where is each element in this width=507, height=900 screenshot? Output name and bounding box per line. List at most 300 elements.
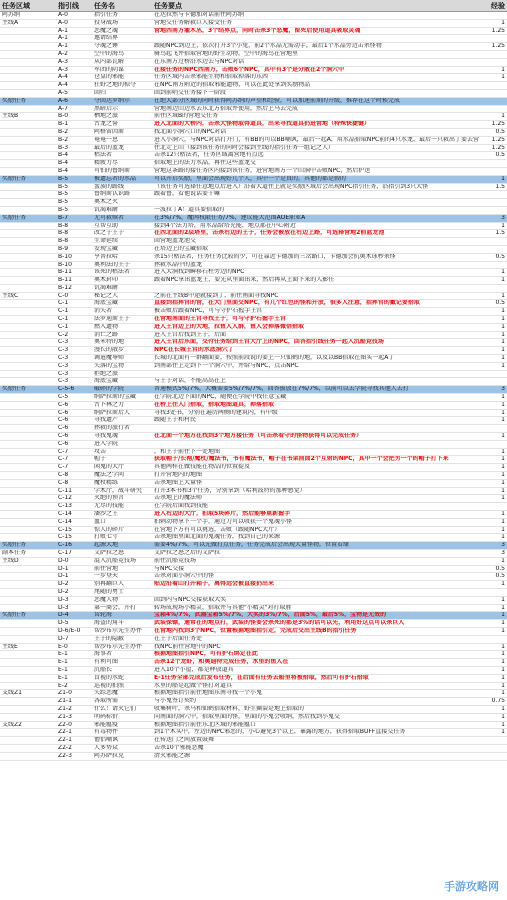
zone-cell <box>0 277 56 284</box>
task-points-cell: 清灭邪能之源 <box>154 752 191 759</box>
zone-cell <box>0 480 56 487</box>
exp-cell <box>483 98 507 105</box>
guide-cell: B-8 <box>58 222 69 229</box>
task-name-cell: 军团的阴谋 <box>94 66 125 73</box>
table-row <box>0 67 507 75</box>
table-row <box>0 394 507 402</box>
exp-cell <box>483 371 507 378</box>
guide-cell: C-14 <box>58 518 72 525</box>
task-name-cell: 枯法者 <box>94 152 113 159</box>
task-points-cell: 击杀10个邪能恶魔 <box>154 744 204 751</box>
exp-cell <box>483 737 507 744</box>
task-name-cell: 什么！请灭它们 <box>94 705 137 712</box>
task-points-cell: 跟随王子和村民 <box>154 417 197 424</box>
task-points-cell: 在营地内找到3个NPC，位置根据地图指引走，完成后交出主线B的指引任务 <box>154 627 357 634</box>
task-points-cell: 接到4个法力塔，用水晶给塔充能，地点都在中心附近 <box>154 222 296 229</box>
table-row <box>0 90 507 98</box>
task-points-cell: 进入小洞穴，与NPC对话打开门，有BB的可以BB嘲讽，最后一起A，用水晶拾取NPC前的4只水龙，最后一只救出了要去营 <box>154 136 479 143</box>
exp-cell: 0.5 <box>495 573 505 580</box>
table-row <box>0 176 507 184</box>
guide-cell: A-2 <box>58 50 68 57</box>
guide-cell: C-6 <box>58 401 69 408</box>
exp-cell: 0.75 <box>491 698 505 705</box>
task-points-cell: 在接任务的NPC西南方，击败6个NPC，其中有3个是分散在2个洞穴中 <box>154 66 345 73</box>
zone-cell <box>0 425 56 432</box>
table-row <box>0 581 507 589</box>
table-row <box>0 589 507 597</box>
zone-cell <box>0 597 56 604</box>
task-name-cell: 最后的蓝龙 <box>94 144 125 151</box>
guide-cell: B-2 <box>58 128 69 135</box>
zone-cell: 主线D <box>2 557 19 564</box>
exp-cell: 0.5 <box>495 565 505 572</box>
task-points-cell: 根据地图指引NPC，可有护石绑定在此 <box>154 651 258 658</box>
guide-cell: D-1 <box>58 573 69 580</box>
task-points-cell: 武装保镖，通常在的地点打，武装的怪要会杀死的都是3%的话可以先，利用好这点可以杀巨人 <box>154 620 405 627</box>
guide-cell: B-4 <box>58 160 69 167</box>
guide-cell: B-12 <box>58 284 72 291</box>
task-points-cell: 在3%/7%，魔网权限任务/7%，建议能大范围AOE职业A <box>154 214 306 221</box>
task-points-cell: 根据地图指引前往东北区域的邪能瘟口 <box>154 721 257 728</box>
table-row <box>0 51 507 59</box>
task-points-cell <box>152 425 483 432</box>
exp-cell: 1.25 <box>491 121 505 128</box>
task-points-cell: NPC在长城王宫的水底洞穴了 <box>154 347 234 354</box>
header-task-points: 任务要点 <box>154 1 182 10</box>
task-name-cell: 海盗的角斗 <box>94 620 125 627</box>
zone-cell <box>0 449 56 456</box>
table-row <box>0 667 507 675</box>
table-row <box>0 215 507 223</box>
guide-cell: D-1 <box>58 565 69 572</box>
table-row <box>0 168 507 176</box>
task-name-cell: 帽子 <box>94 456 107 463</box>
table-row <box>0 651 507 659</box>
zone-cell: 奖励任务 <box>2 542 27 549</box>
task-name-cell: 打败七寸 <box>94 534 119 541</box>
task-points-cell: 之前在主线B中途就接到了，前往南面寻找NPC <box>154 292 279 299</box>
task-name-cell: 无尽的技能 <box>94 503 125 510</box>
table-row <box>0 636 507 644</box>
task-points-cell: 获取帽子/长袍/魔杖/魔法书，书有魔法书，帽子在书架前面2个互射的NPC，其中一个会把另一个的帽子打下来 <box>154 456 449 463</box>
task-name-cell: 饥渴难耐 <box>94 284 119 291</box>
task-name-cell: 别再翻巨人 <box>94 581 125 588</box>
guide-cell: C-3 <box>58 347 69 354</box>
exp-cell: 1.5 <box>495 230 505 237</box>
zone-cell: 副本任务 <box>2 549 27 556</box>
exp-cell: 1 <box>501 557 505 564</box>
task-name-cell: 血口 <box>94 518 107 525</box>
task-name-cell: 齿轮海 <box>94 612 113 619</box>
zone-cell <box>0 683 56 690</box>
header-task-name: 任务名 <box>94 1 115 10</box>
table-row <box>0 191 507 199</box>
exp-cell: 1 <box>501 651 505 658</box>
guide-cell: E-1 <box>58 651 68 658</box>
exp-cell: 1 <box>501 331 505 338</box>
table-row <box>0 441 507 449</box>
exp-cell: 1 <box>501 292 505 299</box>
guide-cell: Z1-1 <box>58 698 72 705</box>
guide-cell: A-3 <box>58 66 68 73</box>
guide-cell: C-1 <box>58 323 69 330</box>
zone-cell <box>0 308 56 315</box>
guide-cell: C-6 <box>58 433 69 440</box>
exp-cell: 1 <box>501 713 505 720</box>
table-row <box>0 230 507 238</box>
exp-cell: 1 <box>501 323 505 330</box>
exp-cell: 1 <box>501 666 505 673</box>
exp-cell: 1 <box>501 596 505 603</box>
zone-cell: 支线Z1 <box>2 690 22 697</box>
zone-cell <box>0 106 56 113</box>
task-name-cell: 回归 <box>94 89 107 96</box>
exp-cell <box>483 191 507 198</box>
zone-cell <box>0 488 56 495</box>
guide-cell: B-5 <box>58 191 69 198</box>
task-name-cell: 潘沙之王 <box>94 511 119 517</box>
guide-cell: D-2 <box>58 588 69 595</box>
zone-cell <box>0 410 56 417</box>
task-points-cell <box>152 589 483 596</box>
exp-cell: 3 <box>501 214 505 221</box>
task-points-cell: 长城的北面有一群翻面要，按照前段说的要上一只仙鹤的地，以及以BB拾取在图头一起A了 <box>154 355 395 362</box>
zone-cell <box>0 191 56 198</box>
zone-cell <box>0 152 56 159</box>
task-points-cell: 营地这条路的接任务区内接到该任务，进营地南方一个山洞中击败NPC，然后护送 <box>154 167 371 174</box>
guide-cell: B-5 <box>58 175 69 182</box>
guide-cell: C-15 <box>58 534 72 541</box>
task-name-cell: 帮沙布尔先生办件 <box>94 643 143 650</box>
zone-cell <box>0 347 56 354</box>
task-points-cell: 收集树叶，杀马和仙鹤拾取材料，野生撕裂是地上拾取的 <box>154 705 305 712</box>
zone-cell <box>0 339 56 346</box>
table-row <box>0 129 507 137</box>
task-points-cell: 回到前哨交任务接下一阶段 <box>154 89 227 96</box>
zone-cell <box>0 573 56 580</box>
exp-cell <box>483 199 507 206</box>
task-name-cell: 明码标价 <box>94 713 119 720</box>
task-name-cell: 巡视的拍照 <box>94 682 125 689</box>
task-name-cell: 海底宝藏 <box>94 300 119 307</box>
task-name-cell: 法罗迪斯王子 <box>94 316 131 323</box>
table-row <box>0 488 507 496</box>
task-points-cell: 击杀12只枯法者，任务区域离营地有点远 <box>154 152 264 159</box>
task-points-cell: 拯救水晶中的蓝龙 <box>154 261 203 268</box>
task-name-cell: 闲鬼的大厅 <box>94 464 125 471</box>
table-row <box>0 527 507 535</box>
guide-cell: B-4 <box>58 152 69 159</box>
guide-cell: A-0 <box>58 19 68 26</box>
table-row <box>0 316 507 324</box>
task-points-cell: 艾萨拉之怒之后的艾萨拉 <box>154 549 221 556</box>
table-row <box>0 410 507 418</box>
task-name-cell: 王子的隐蔽 <box>94 635 125 642</box>
task-name-cell: 投身战场 <box>94 19 119 26</box>
guide-cell: Z2-3 <box>58 752 72 759</box>
exp-cell: 1 <box>501 534 505 541</box>
exp-cell: 1.25 <box>491 43 505 50</box>
guide-cell: E-1 <box>58 674 68 681</box>
exp-cell: 1 <box>501 316 505 323</box>
zone-cell <box>0 82 56 89</box>
zone-cell: 阿苏纳 <box>2 12 21 18</box>
task-name-cell: 古卜林之力 <box>94 401 125 408</box>
guide-cell: D-3 <box>58 596 69 603</box>
task-points-cell: 营地西南方灌木丛，3个结界点，同时击杀3个恶魔，留死后使用道具吸取灵魂 <box>154 27 361 34</box>
exp-cell: 1 <box>501 604 505 611</box>
zone-cell <box>0 168 56 175</box>
table-row <box>0 433 507 441</box>
guide-cell: B-3 <box>58 144 69 151</box>
guide-cell: E-2 <box>58 682 68 689</box>
task-points-cell: 转场成现场小精灵，拾取并与其他"小精灵"对打取胜 <box>154 604 292 611</box>
table-row <box>0 753 507 761</box>
task-points-cell: 在东南方过桥沿水边去与NPC对话 <box>154 58 245 65</box>
exp-cell <box>483 589 507 596</box>
guide-cell: A-5 <box>58 89 68 96</box>
task-points-cell: 跟随NPC到边上，依次打开3个小兔，前2个水晶无需动手，最后1个水晶旁边击杀怪物 <box>154 43 382 50</box>
task-name-cell: 海底宝藏 <box>94 378 119 385</box>
table-row <box>0 98 507 106</box>
table-row <box>0 199 507 207</box>
exp-cell: 1 <box>501 433 505 440</box>
table-row <box>0 628 507 636</box>
table-row <box>0 566 507 574</box>
task-name-cell: 人多势众 <box>94 744 119 751</box>
table-row <box>0 683 507 691</box>
task-points-cell: 到南部往上走到下一个洞穴中，并给与NPC，点击NPC <box>154 362 299 369</box>
task-name-cell: 第一商会，开打 <box>94 604 137 611</box>
exp-cell <box>483 503 507 510</box>
exp-cell: 1 <box>501 518 505 525</box>
task-points-cell: 贴边沿着山打开箱子，离得远会被直接扔出来 <box>154 581 275 588</box>
exp-cell <box>483 636 507 643</box>
task-name-cell: 混入沉船竞技场 <box>94 557 137 564</box>
task-points-cell <box>152 371 483 378</box>
table-row <box>0 456 507 464</box>
guide-cell: D-7 <box>58 635 69 642</box>
table-body <box>0 12 507 761</box>
guide-cell: C-3 <box>58 370 69 377</box>
exp-cell: 1 <box>501 347 505 354</box>
task-points-cell: 在绝大部分区域的同时获得阿苏纳的声望和经验，可以加速前期的升级，推荐在这个时候完成 <box>154 97 401 104</box>
task-name-cell: 寻找鬼魂 <box>94 433 119 440</box>
zone-cell <box>0 527 56 534</box>
task-name-cell: 惊人的碎片 <box>94 526 125 533</box>
table-row <box>0 464 507 472</box>
guide-cell: B-5 <box>58 206 69 213</box>
task-name-cell: 失踪恶魔 <box>94 690 119 697</box>
task-points-cell: ，和王子前往下一处地图 <box>154 448 221 455</box>
guide-cell: D-2 <box>58 581 69 588</box>
task-name-cell: 恶魔之魂 <box>94 27 119 34</box>
task-name-cell: 可怕的鲁纳斯 <box>94 167 131 174</box>
guide-cell: C-7 <box>58 448 69 455</box>
task-name-cell: 寻找遗产 <box>94 417 119 424</box>
task-points-cell: 在北面一个地方在找到3个地方接任务（可击杀看守的怪物获得可以完成任务） <box>154 433 363 440</box>
table-row <box>0 714 507 722</box>
guide-cell: C-1 <box>58 308 69 315</box>
task-points-cell: 在营地南面的王宫寻找王子，可与守护石握手王宫 <box>154 316 287 323</box>
zone-cell: 奖励任务 <box>2 214 27 221</box>
task-points-cell: 进入大洞找到瞬移石柱旁边的NPC <box>154 269 245 276</box>
guide-cell: B-4 <box>58 167 69 174</box>
task-points-cell: 在桥上往入门拾取，拾取地图道具，掉落拾取 <box>154 401 275 408</box>
table-row <box>0 184 507 192</box>
exp-cell: 1 <box>501 674 505 681</box>
task-name-cell: 破碎的学院 <box>94 386 125 393</box>
task-points-cell: 往北走上山（接到该任务的同时会接到主线的指引任务一组记之人） <box>154 144 335 151</box>
task-name-cell: 有毒物件 <box>94 729 119 736</box>
task-name-cell: 夺魂之锤 <box>94 43 119 50</box>
task-points-cell: 骑鸟起飞并拾取营地的野生动物，空中的海鸟在营地里 <box>154 50 299 57</box>
task-name-cell: 尾随的勇士 <box>94 588 125 595</box>
guide-cell: C-17 <box>58 549 72 556</box>
zone-cell <box>0 737 56 744</box>
zone-cell <box>0 254 56 261</box>
exp-cell: 1.25 <box>491 27 505 34</box>
guide-cell: B-10 <box>58 253 72 260</box>
zone-cell <box>0 238 56 245</box>
zone-cell: 奖励任务 <box>2 386 27 393</box>
task-name-cell: 海事者 <box>94 651 113 658</box>
exp-cell <box>483 51 507 58</box>
exp-cell: 1 <box>501 659 505 666</box>
task-points-cell: 与NPC交接 <box>154 565 185 572</box>
exp-cell <box>483 425 507 432</box>
exp-cell: 1 <box>501 74 505 81</box>
task-name-cell: 纳萨拉斯后人 <box>94 409 131 416</box>
exp-cell: 1 <box>501 339 505 346</box>
task-points-cell: 营地南边山边水去东北方拾取并使用，然后上马去完成 <box>154 105 299 112</box>
task-name-cell: 消失者 <box>94 308 113 315</box>
task-name-cell: 空中的海鸟 <box>94 50 125 57</box>
table-row <box>0 511 507 519</box>
exp-cell <box>483 745 507 752</box>
exp-cell: 1 <box>501 682 505 689</box>
exp-cell <box>483 12 507 19</box>
guide-cell: C-5 <box>58 394 69 401</box>
task-points-cell: 任务区域内击杀邪能生物和拾取掉落的东西 <box>154 74 269 81</box>
table-row <box>0 534 507 542</box>
table-row <box>0 269 507 277</box>
exp-cell: 1 <box>501 355 505 362</box>
zone-cell <box>0 67 56 74</box>
task-points-cell: 拍刺动物拿下一个手，通过刀可以收获一个鬼魂小怪 <box>154 518 293 525</box>
table-row <box>0 152 507 160</box>
task-name-cell: 帮沙布尔先生办件 <box>94 627 143 634</box>
zone-cell <box>0 74 56 81</box>
task-name-cell: 古龙之誓 <box>94 121 119 128</box>
task-name-cell: 进入学院 <box>94 440 119 447</box>
table-row <box>0 262 507 270</box>
exp-cell: 1 <box>501 690 505 697</box>
task-points-cell: 找北面小洞穴口的NPC对话 <box>154 128 227 135</box>
guide-cell: C-6 <box>58 440 69 447</box>
zone-cell <box>0 230 56 237</box>
table-row <box>0 558 507 566</box>
guide-cell: C-3 <box>58 378 69 385</box>
task-name-cell: 学术厅，战斗研究 <box>94 487 143 494</box>
zone-cell <box>0 35 56 42</box>
exp-cell: 1 <box>501 705 505 712</box>
task-points-cell: 被击败后跟着NPC，可与守护石握手王宫 <box>154 308 263 315</box>
exp-cell: 1 <box>501 511 505 517</box>
table-row <box>0 207 507 215</box>
table-row <box>0 472 507 480</box>
guide-cell: C-1 <box>58 300 69 307</box>
task-points-cell: 在传送门之间放置鼓舞 <box>154 737 215 744</box>
guide-cell: Z1-0 <box>58 690 72 697</box>
table-row <box>0 355 507 363</box>
table-row <box>0 417 507 425</box>
zone-cell <box>0 355 56 362</box>
zone-cell <box>0 137 56 144</box>
exp-cell: 1 <box>501 456 505 463</box>
task-name-cell: 栖地之旅 <box>94 113 119 120</box>
task-points-cell: E-1任务全部完成后发布任务，在后面有任务去船里将被拾取，然后可有护石拾取 <box>154 674 369 681</box>
task-points-cell: 杀15只枯法者，任务任务比较的少，可在靠近卡德加的三岔路口，卡德加会抗奥术球秒杀怪 <box>154 253 396 260</box>
zone-cell <box>0 121 56 128</box>
task-points-cell <box>152 441 483 448</box>
zone-cell <box>0 745 56 752</box>
table-row <box>0 20 507 28</box>
task-name-cell: 魔法之学问 <box>94 472 125 479</box>
task-points-cell: 进入王宫后找到王子，后面 <box>154 331 227 338</box>
task-points-cell: 找NPC前往营地中的NPC <box>154 643 221 650</box>
exp-cell: 1 <box>501 479 505 486</box>
task-name-cell: 蛮族的路线 <box>94 183 125 190</box>
table-row <box>0 347 507 355</box>
zone-cell <box>0 417 56 424</box>
guide-cell: Z1-2 <box>58 705 72 712</box>
zone-cell <box>0 464 56 471</box>
task-points-cell: 在学院北边下面的NPC，随便在学院中找任意宝藏 <box>154 394 287 401</box>
header-zone: 任务区域 <box>2 1 30 10</box>
exp-cell <box>483 82 507 89</box>
exp-cell <box>483 35 507 42</box>
table-row <box>0 480 507 488</box>
task-name-cell: 有利可图 <box>94 659 119 666</box>
task-points-cell: 水里的船是起做个怪打对道具 <box>154 682 233 689</box>
task-points-cell: 跟着NPC拿出蓝龙王，要先从里面出来，然后再从上面下来的人影任 <box>154 277 335 284</box>
task-points-cell: 根据地图指引前往地图东南寻找一个小鬼 <box>154 690 263 697</box>
task-name-cell: 奥术封印 <box>94 277 119 284</box>
task-points-cell: 击杀对面小洞穴中的怪 <box>154 573 215 580</box>
exp-cell <box>483 262 507 269</box>
guide-cell: C-12 <box>58 495 72 502</box>
zone-cell <box>0 262 56 269</box>
task-points-cell: 打开营地内的地图 <box>154 472 203 479</box>
table-row <box>0 12 507 20</box>
table-row <box>0 675 507 683</box>
exp-cell <box>483 106 507 113</box>
task-name-cell: 奥术之火 <box>94 199 119 206</box>
task-points-cell: 普通模式5%/7%，大概需要5%/7%/7%，回答拔放在7%/7%，以前可以去学院寻找其他人去打 <box>154 386 409 393</box>
task-points-cell: 击杀地图里面北面的鬼魂任务，找到自己的来源 <box>154 534 281 541</box>
task-points-cell: 与小鬼签订契约 <box>154 698 197 705</box>
task-points-cell: 在达拉然与卡德加对话前往阿苏纳 <box>154 12 245 18</box>
table-row <box>0 145 507 153</box>
zone-cell <box>0 628 56 635</box>
guide-cell: B-5 <box>58 199 69 206</box>
task-points-cell: 直接到指挥官的营，在大门里面交NPC，有几个红色的怪和开放，很多人注意，指挥官的戴记要拾取 <box>154 300 420 307</box>
exp-cell: 0.5 <box>495 253 505 260</box>
guide-cell: C-3 <box>58 362 69 369</box>
task-points-cell: 进入10个小屋，都是释放道具 <box>154 666 234 673</box>
task-points-cell <box>152 199 483 206</box>
